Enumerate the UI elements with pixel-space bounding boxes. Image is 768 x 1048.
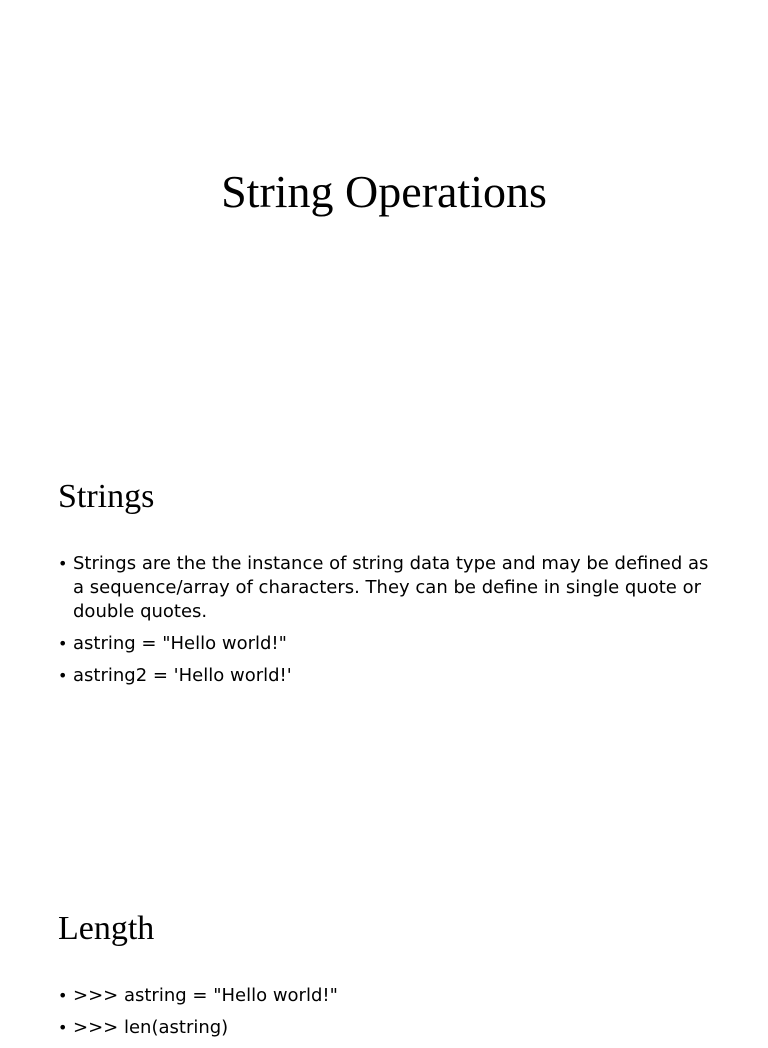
- bullet-text: astring2 = 'Hello world!': [73, 665, 292, 686]
- bullet-icon: •: [58, 554, 68, 573]
- presentation-title: String Operations: [221, 166, 547, 217]
- bullet-list-length: [58, 984, 718, 1048]
- bullet-icon: •: [58, 666, 68, 685]
- bullet-text: >>> astring = "Hello world!": [73, 985, 338, 1006]
- bullet-item: [58, 632, 718, 656]
- bullet-item: [58, 1016, 718, 1040]
- bullet-list-strings: [58, 552, 718, 696]
- bullet-item: [58, 552, 718, 624]
- bullet-text: Strings are the the instance of string data type and may be defined as a sequence/array of characters. They can be define in single quote or double quotes.: [73, 553, 709, 622]
- slide-heading-length: Length: [58, 910, 155, 947]
- slide-heading-strings: Strings: [58, 478, 155, 515]
- bullet-text: >>> len(astring): [73, 1017, 229, 1038]
- bullet-icon: •: [58, 1018, 68, 1037]
- bullet-text: astring = "Hello world!": [73, 633, 287, 654]
- slide-length: [0, 864, 768, 1038]
- bullet-item: [58, 664, 718, 688]
- bullet-item: [58, 984, 718, 1008]
- bullet-icon: •: [58, 986, 68, 1005]
- slide-title: [0, 0, 768, 432]
- slide-strings: [0, 432, 768, 864]
- bullet-icon: •: [58, 634, 68, 653]
